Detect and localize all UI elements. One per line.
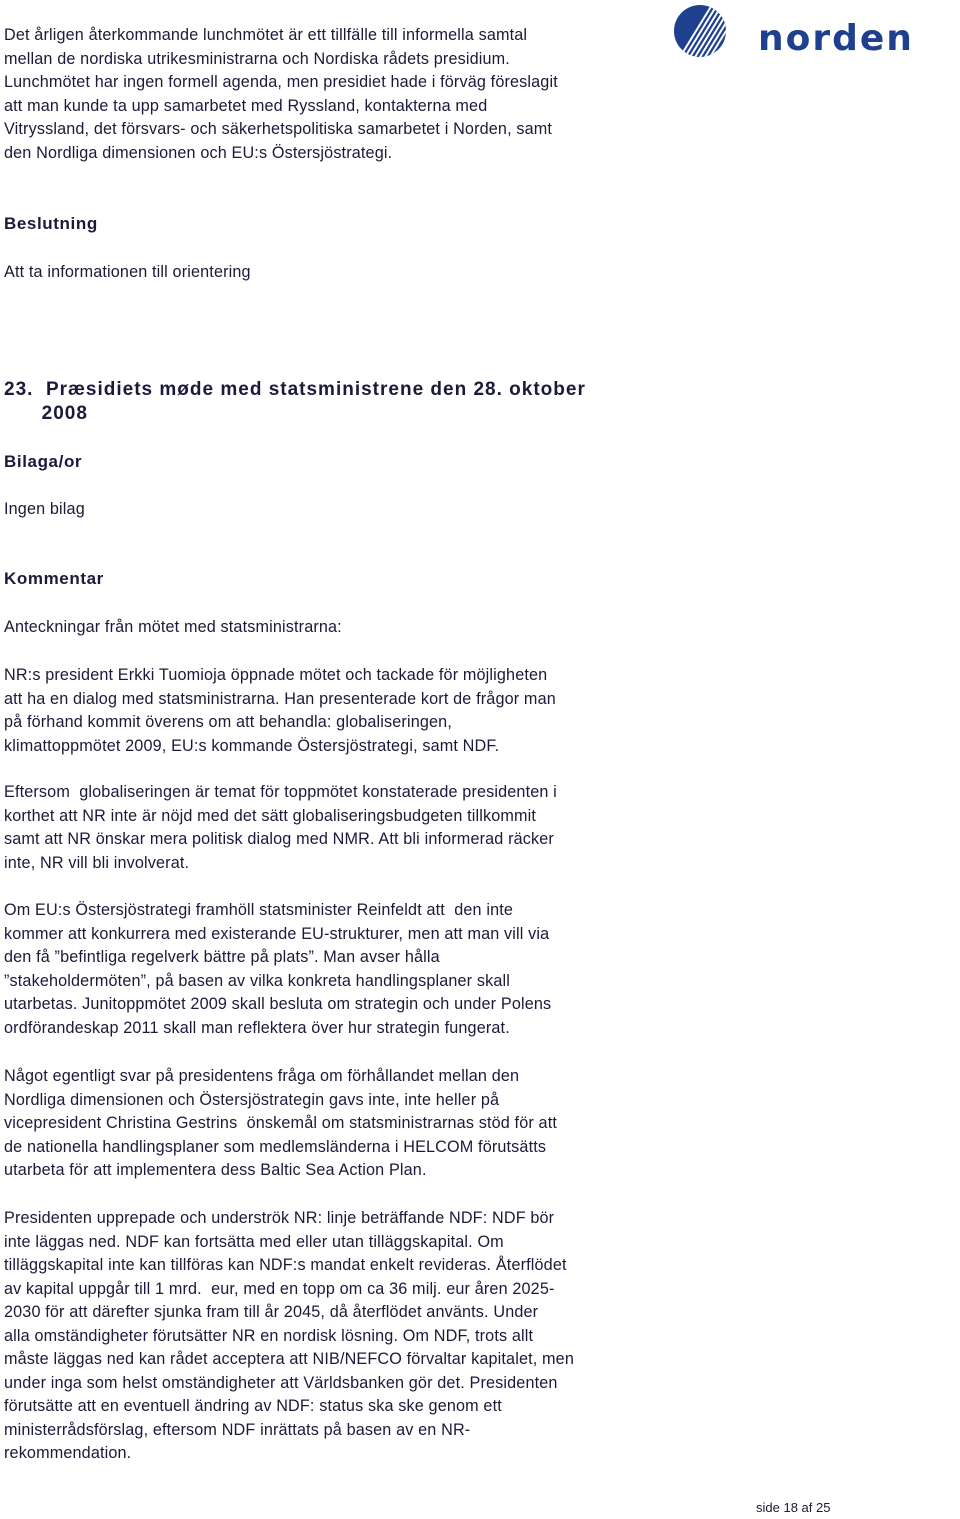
paragraph-line: på förhand kommit överens om att behandla: globaliseringen, bbox=[4, 713, 452, 731]
paragraph-line: under inga som helst omständigheter att Världsbanken gör det. Presidenten bbox=[4, 1373, 558, 1392]
paragraph-line: de nationella handlingsplaner som medlemsländerna i HELCOM förutsätts bbox=[4, 1137, 547, 1156]
intro-line: Det årligen återkommande lunchmötet är ett tillfälle till informella samtal bbox=[4, 26, 528, 44]
paragraph bbox=[4, 1065, 557, 1183]
section-title-line: 2008 bbox=[4, 403, 88, 424]
paragraph-line: kommer att konkurrera med existerande EU-strukturer, men att man vill via bbox=[4, 924, 550, 943]
attachment-text: Ingen bilag bbox=[4, 500, 85, 518]
paragraph-line: ”stakeholdermöten”, på basen av vilka konkreta handlingsplaner skall bbox=[4, 971, 510, 990]
section-title bbox=[4, 378, 586, 426]
paragraph-line: ordförandeskap 2011 skall man reflektera över hur strategin fungerat. bbox=[4, 1018, 510, 1037]
paragraph-line: Något egentligt svar på presidentens fråga om förhållandet mellan den bbox=[4, 1067, 520, 1085]
decision-heading: Beslutning bbox=[4, 214, 98, 233]
paragraph-line: tilläggskapital inte kan tillföras kan NDF:s mandat enkelt revideras. Återflödet bbox=[4, 1256, 567, 1274]
intro-paragraph bbox=[4, 24, 558, 165]
paragraph-line: inte läggas ned. NDF kan fortsätta med eller utan tilläggskapital. Om bbox=[4, 1232, 504, 1251]
paragraph bbox=[4, 781, 557, 875]
intro-line: mellan de nordiska utrikesministrarna och Nordiska rådets presidium. bbox=[4, 49, 510, 68]
paragraph-line: vicepresident Christina Gestrins önskemål om statsministrarnas stöd för att bbox=[4, 1114, 557, 1132]
paragraph-line: förutsätte att en eventuell ändring av NDF: status ska ske genom ett bbox=[4, 1397, 502, 1415]
paragraph-line: utarbeta för att implementera dess Baltic Sea Action Plan. bbox=[4, 1161, 427, 1179]
paragraph-line: att ha en dialog med statsministrarna. Han presenterade kort de frågor man bbox=[4, 689, 556, 708]
paragraph-line: Nordliga dimensionen och Östersjöstrategin gavs inte, inte heller på bbox=[4, 1090, 500, 1109]
paragraph-line: Eftersom globaliseringen är temat för toppmötet konstaterade presidenten i bbox=[4, 783, 557, 801]
intro-line: Vitryssland, det försvars- och säkerhetspolitiska samarbetet i Norden, samt bbox=[4, 120, 553, 138]
paragraph bbox=[4, 1207, 574, 1466]
comment-intro: Anteckningar från mötet med statsministrarna: bbox=[4, 618, 342, 636]
paragraph bbox=[4, 664, 556, 758]
paragraph-line: 2030 för att därefter sjunka fram till år 2045, då återflödet använts. Under bbox=[4, 1303, 539, 1321]
comment-heading: Kommentar bbox=[4, 569, 104, 588]
intro-line: Lunchmötet har ingen formell agenda, men presidiet hade i förväg föreslagit bbox=[4, 73, 558, 91]
paragraph-line: rekommendation. bbox=[4, 1444, 132, 1462]
paragraph-line: korthet att NR inte är nöjd med det sätt globaliseringsbudgeten tillkommit bbox=[4, 806, 537, 825]
paragraph-line: den få ”befintliga regelverk bättre på plats”. Man avser hålla bbox=[4, 948, 440, 966]
paragraph-line: måste läggas ned kan rådet acceptera att NIB/NEFCO förvaltar kapitalet, men bbox=[4, 1350, 574, 1368]
section-title-line: 23. Præsidiets møde med statsministrene den 28. oktober bbox=[4, 379, 586, 400]
logo-wordmark: norden bbox=[758, 18, 914, 59]
attachment-heading: Bilaga/or bbox=[4, 452, 83, 471]
swan-icon bbox=[674, 4, 956, 60]
paragraph-line: Presidenten upprepade och underströk NR: linje beträffande NDF: NDF bör bbox=[4, 1209, 555, 1227]
paragraph-line: av kapital uppgår till 1 mrd. eur, med en topp om ca 36 milj. eur åren 2025- bbox=[4, 1279, 555, 1298]
paragraph-line: inte, NR vill bli involverat. bbox=[4, 853, 190, 872]
paragraph-line: utarbetas. Junitoppmötet 2009 skall besluta om strategin och under Polens bbox=[4, 995, 552, 1013]
page-number: side 18 af 25 bbox=[756, 1500, 831, 1515]
paragraph-line: NR:s president Erkki Tuomioja öppnade mötet och tackade för möjligheten bbox=[4, 666, 548, 684]
intro-line: att man kunde ta upp samarbetet med Ryssland, kontakterna med bbox=[4, 96, 488, 115]
paragraph-line: ministerrådsförslag, eftersom NDF inrättats på basen av en NR- bbox=[4, 1420, 471, 1439]
intro-line: den Nordliga dimensionen och EU:s Östersjöstrategi. bbox=[4, 143, 393, 162]
norden-logo bbox=[674, 4, 956, 60]
paragraph-line: Om EU:s Östersjöstrategi framhöll statsminister Reinfeldt att den inte bbox=[4, 901, 514, 919]
paragraph bbox=[4, 899, 551, 1040]
decision-text: Att ta informationen till orientering bbox=[4, 263, 251, 281]
paragraph-line: alla omständigheter förutsätter NR en nordisk lösning. Om NDF, trots allt bbox=[4, 1326, 534, 1345]
paragraph-line: klimattoppmötet 2009, EU:s kommande Östersjöstrategi, samt NDF. bbox=[4, 736, 500, 755]
paragraph-line: samt att NR önskar mera politisk dialog med NMR. Att bli informerad räcker bbox=[4, 830, 554, 848]
